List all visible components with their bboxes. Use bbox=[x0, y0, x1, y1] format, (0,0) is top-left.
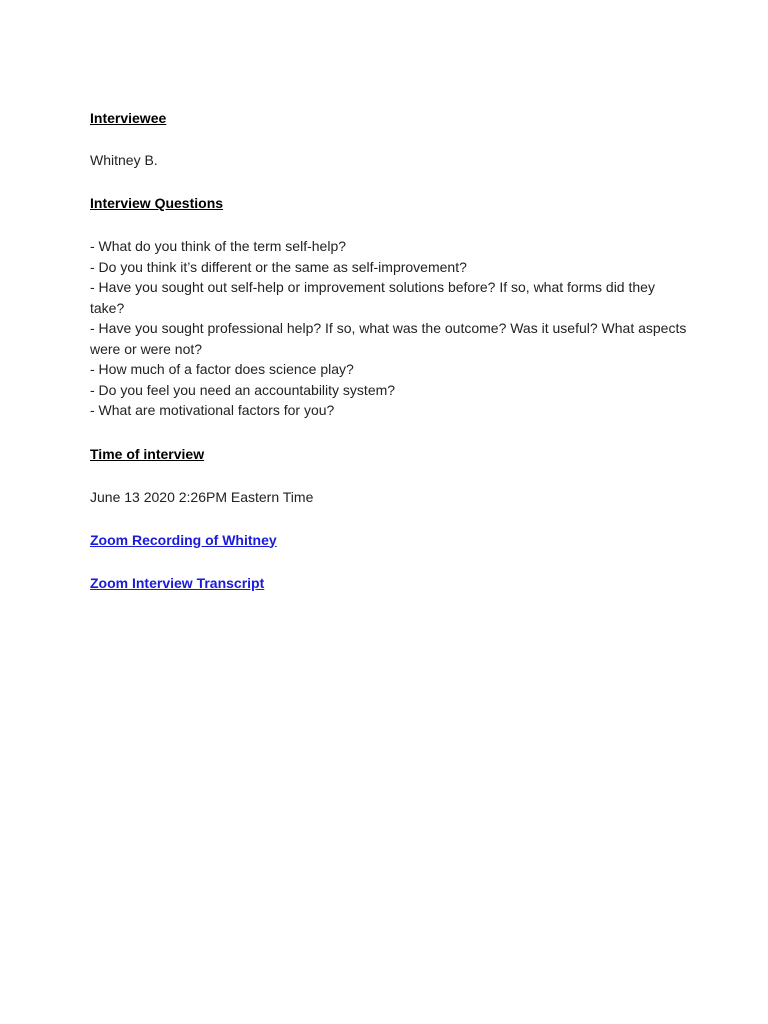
question-list bbox=[90, 236, 690, 421]
question-item: - Have you sought professional help? If so, what was the outcome? Was it useful? What aspects were or were not? bbox=[90, 320, 687, 357]
interviewee-name: Whitney B. bbox=[90, 152, 158, 168]
question-item: - Do you think it’s different or the same as self-improvement? bbox=[90, 258, 467, 275]
question-item: - Do you feel you need an accountability system? bbox=[90, 381, 396, 398]
question-item: - What are motivational factors for you? bbox=[90, 402, 335, 418]
interviewee-heading: Interviewee bbox=[90, 110, 167, 126]
interview-time: June 13 2020 2:26PM Eastern Time bbox=[90, 488, 314, 505]
zoom-recording-link[interactable]: Zoom Recording of Whitney bbox=[90, 531, 277, 548]
question-item: - Have you sought out self-help or improvement solutions before? If so, what forms did they take? bbox=[90, 279, 655, 316]
question-item: - How much of a factor does science play? bbox=[90, 361, 354, 377]
question-item: - What do you think of the term self-help? bbox=[90, 238, 347, 254]
interview-questions-heading: Interview Questions bbox=[90, 195, 224, 211]
document-body bbox=[90, 108, 690, 593]
time-of-interview-heading: Time of interview bbox=[90, 445, 205, 462]
zoom-transcript-link[interactable]: Zoom Interview Transcript bbox=[90, 574, 265, 591]
